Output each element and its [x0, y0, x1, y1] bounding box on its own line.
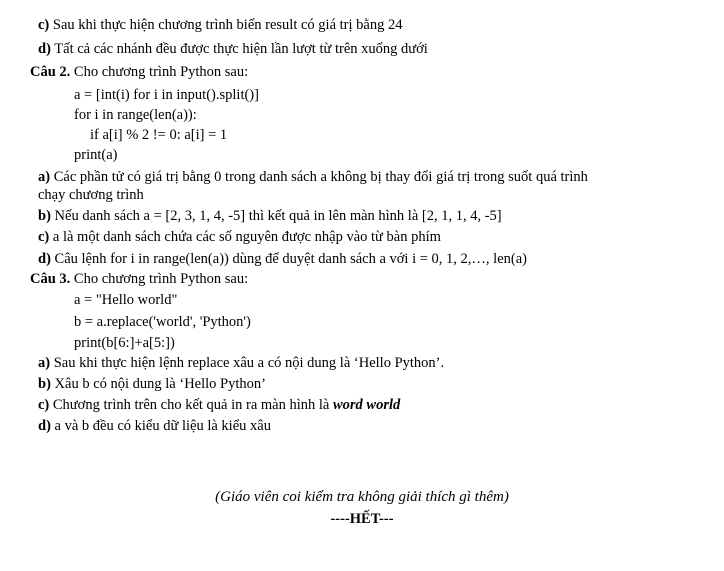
q3-code-line: a = "Hello world" [74, 292, 178, 308]
q1-option-c [38, 16, 402, 34]
option-text: Sau khi thực hiện chương trình biến result có giá trị bằng 24 [52, 17, 403, 33]
q3-code-line: print(b[6:]+a[5:]) [74, 335, 175, 351]
option-label: c) [38, 17, 50, 33]
option-text: a và b đều có kiểu dữ liệu là kiểu xâu [54, 418, 271, 434]
option-label: b) [38, 208, 51, 224]
question-intro: Cho chương trình Python sau: [73, 64, 249, 80]
option-label: d) [38, 41, 51, 57]
q2-code-line: a = [int(i) for i in input().split()] [74, 87, 259, 103]
q3-option-a [38, 354, 444, 372]
option-label: a) [38, 169, 51, 185]
option-text: Nếu danh sách a = [2, 3, 1, 4, -5] thì kết quả in lên màn hình là [2, 1, 1, 4, -5] [54, 208, 502, 224]
q3-code-line: b = a.replace('world', 'Python') [74, 314, 251, 330]
q2-option-a-continued: chạy chương trình [38, 187, 144, 203]
invigilator-note: (Giáo viên coi kiểm tra không giải thích gì thêm) [215, 489, 509, 505]
q2-option-d [38, 250, 527, 268]
option-label: c) [38, 229, 50, 245]
q2-option-c [38, 228, 441, 246]
q1-option-d [38, 40, 428, 58]
option-label: d) [38, 251, 51, 267]
q2-title [30, 63, 248, 81]
q2-option-a [38, 168, 588, 186]
q2-code-line: if a[i] % 2 != 0: a[i] = 1 [90, 127, 228, 143]
end-marker: ----HẾT--- [330, 511, 394, 527]
option-label: b) [38, 376, 51, 392]
q2-option-b [38, 207, 502, 225]
q3-option-b [38, 375, 266, 393]
option-text: Chương trình trên cho kết quả in ra màn hình là [52, 397, 330, 413]
q3-option-c [38, 396, 400, 414]
option-label: d) [38, 418, 51, 434]
q3-option-d [38, 417, 271, 435]
option-text: Tất cả các nhánh đều được thực hiện lần lượt từ trên xuống dưới [54, 41, 428, 57]
question-intro: Cho chương trình Python sau: [73, 271, 249, 287]
q3-title [30, 270, 248, 288]
q2-code-line: print(a) [74, 147, 118, 163]
q2-code-line: for i in range(len(a)): [74, 107, 197, 123]
option-label: a) [38, 355, 51, 371]
option-text: Các phần tử có giá trị bằng 0 trong danh sách a không bị thay đổi giá trị trong suốt quá trình [53, 169, 588, 185]
option-text: Câu lệnh for i in range(len(a)) dùng để duyệt danh sách a với i = 0, 1, 2,…, len(a) [54, 251, 527, 267]
question-heading: Câu 2. [30, 64, 71, 80]
option-text: Xâu b có nội dung là ‘Hello Python’ [54, 376, 266, 392]
option-emphasis: word world [332, 397, 401, 413]
option-text: Sau khi thực hiện lệnh replace xâu a có nội dung là ‘Hello Python’. [53, 355, 445, 371]
option-label: c) [38, 397, 50, 413]
question-heading: Câu 3. [30, 271, 71, 287]
option-text: a là một danh sách chứa các số nguyên được nhập vào từ bàn phím [52, 229, 441, 245]
